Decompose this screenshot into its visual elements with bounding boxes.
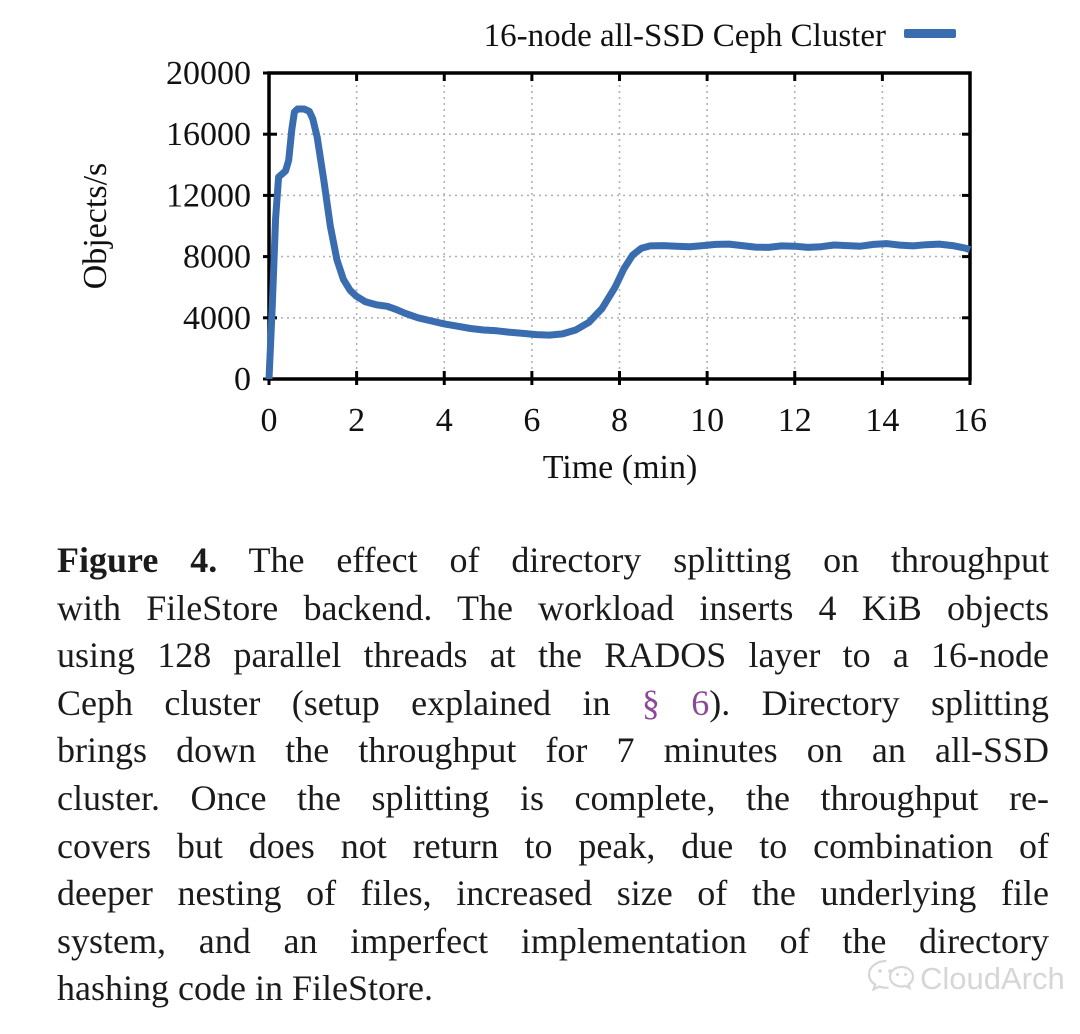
caption-text: The effect of directory splitting on throughput (217, 540, 1049, 580)
caption-text: hashing code in FileStore. (57, 968, 433, 1009)
x-tick-label: 14 (865, 402, 900, 439)
caption-line (57, 727, 1049, 775)
y-tick-labels (166, 55, 251, 398)
caption-text: deeper nesting of files, increased size of the underlying file (57, 873, 1049, 914)
y-tick-label: 8000 (183, 238, 251, 276)
axis-ticks (263, 73, 970, 385)
x-tick-label: 2 (348, 402, 366, 439)
x-tick-label: 12 (777, 402, 812, 439)
x-tick-labels (261, 402, 988, 439)
x-tick-label: 16 (953, 402, 987, 439)
chart-gridlines (269, 73, 970, 379)
x-tick-label: 6 (523, 402, 541, 439)
caption-text: system, and an imperfect implementation of the directory (57, 920, 1049, 961)
throughput-figure-chart (0, 0, 1080, 500)
y-tick-label: 16000 (166, 116, 251, 154)
x-tick-label: 8 (611, 402, 628, 439)
y-tick-label: 20000 (166, 55, 251, 92)
legend-line-sample-icon (904, 29, 956, 38)
caption-text: with FileStore backend. The workload inserts 4 KiB objects (57, 587, 1049, 628)
caption-line (57, 537, 1049, 585)
figure-label: Figure 4. (57, 540, 218, 580)
caption-text: covers but does not return to peak, due to combination of (57, 825, 1049, 866)
figure-caption (57, 537, 1049, 1013)
y-tick-label: 0 (234, 361, 251, 398)
caption-line (57, 680, 1049, 728)
y-tick-label: 4000 (183, 299, 251, 337)
x-axis-title: Time (min) (542, 449, 698, 486)
caption-line (57, 775, 1049, 823)
watermark-text: CloudArch (920, 961, 1065, 996)
caption-text: using 128 parallel threads at the RADOS layer to a 16-node (57, 635, 1049, 676)
caption-text: brings down the throughput for 7 minutes on an all-SSD (57, 730, 1049, 771)
caption-line (57, 823, 1049, 871)
caption-text: cluster. Once the splitting is complete, the throughput re- (57, 777, 1049, 818)
plot-frame (269, 73, 970, 379)
caption-line (57, 870, 1049, 918)
caption-text: Ceph cluster (setup explained in (57, 682, 642, 723)
cloudarch-logo-icon (866, 958, 916, 1000)
y-tick-label: 12000 (166, 177, 251, 215)
y-axis-title: Objects/s (77, 162, 114, 290)
x-tick-label: 0 (260, 402, 278, 439)
caption-line (57, 632, 1049, 680)
legend (484, 18, 956, 54)
x-tick-label: 4 (435, 402, 453, 439)
watermark (866, 958, 1065, 1000)
caption-text: ). Directory splitting (709, 682, 1050, 723)
section-6-link[interactable]: § 6 (641, 682, 710, 723)
legend-label: 16-node all-SSD Ceph Cluster (483, 18, 886, 54)
caption-line (57, 585, 1049, 633)
x-tick-label: 10 (690, 402, 725, 439)
